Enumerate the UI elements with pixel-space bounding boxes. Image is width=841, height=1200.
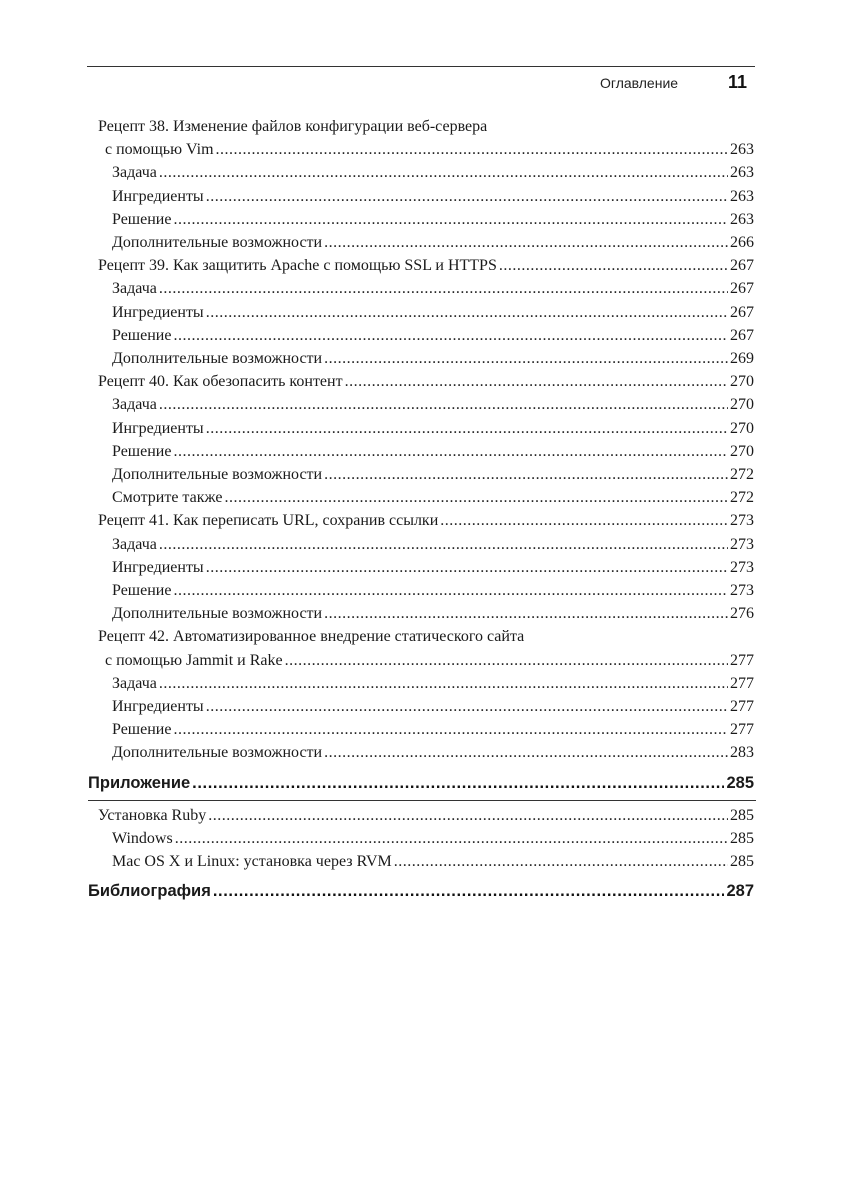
toc-subentry[interactable] [88, 324, 754, 347]
toc-subentry[interactable] [88, 393, 754, 416]
dot-leader [324, 602, 728, 625]
toc-chapter-title: Приложение [88, 773, 191, 792]
dot-leader [394, 850, 728, 873]
toc-subentry[interactable] [88, 301, 754, 324]
dot-leader [285, 649, 728, 672]
dot-leader [159, 533, 728, 556]
toc-entry-title: Задача [112, 280, 157, 298]
toc-page-number: 277 [730, 674, 754, 692]
toc-entry-recipe-38[interactable] [88, 138, 754, 161]
toc-page-number: 285 [730, 806, 754, 824]
toc-entry-title: Ингредиенты [112, 187, 204, 205]
toc-page-number: 285 [730, 829, 754, 847]
toc-subentry[interactable] [88, 208, 754, 231]
toc-subentry[interactable] [88, 533, 754, 556]
toc-page-number: 285 [726, 773, 754, 792]
toc-subentry[interactable] [88, 277, 754, 300]
dot-leader [192, 769, 724, 797]
dot-leader [173, 208, 728, 231]
dot-leader [159, 277, 728, 300]
toc-page-number: 287 [726, 882, 754, 901]
toc-entry-title: Дополнительные возможности [112, 234, 323, 252]
dot-leader [206, 695, 728, 718]
dot-leader [173, 579, 728, 602]
toc-page-number: 272 [730, 466, 754, 484]
toc-page-number: 267 [730, 303, 754, 321]
header-rule [87, 66, 755, 67]
dot-leader [175, 827, 728, 850]
table-of-contents [88, 115, 754, 905]
toc-subentry[interactable] [88, 347, 754, 370]
toc-entry-title: Рецепт 39. Как защитить Apache с помощью SSL и HTTPS [98, 257, 497, 275]
toc-subentry[interactable] [88, 827, 754, 850]
toc-page-number: 263 [730, 164, 754, 182]
toc-entry-recipe-38-title-line[interactable]: Рецепт 38. Изменение файлов конфигурации веб-сервера [98, 118, 488, 135]
toc-entry-title: Задача [112, 396, 157, 414]
toc-subentry[interactable] [88, 579, 754, 602]
toc-subentry[interactable] [88, 850, 754, 873]
toc-page-number: 263 [730, 141, 754, 159]
toc-entry-title: Решение [112, 442, 172, 460]
toc-page-number: 267 [730, 257, 754, 275]
toc-entry-title: с помощью Jammit и Rake [105, 651, 283, 669]
toc-page-number: 272 [730, 489, 754, 507]
dot-leader [206, 556, 728, 579]
toc-entry-recipe-42-title-line[interactable]: Рецепт 42. Автоматизированное внедрение статического сайта [98, 628, 525, 646]
toc-entry-title: Решение [112, 582, 172, 600]
toc-subentry[interactable] [88, 556, 754, 579]
toc-entry-title: Ингредиенты [112, 303, 204, 321]
toc-entry-recipe-40[interactable] [88, 370, 754, 393]
dot-leader [324, 231, 728, 254]
toc-page-number: 273 [730, 535, 754, 553]
dot-leader [324, 463, 728, 486]
toc-page-number: 266 [730, 234, 754, 252]
page-number: 11 [728, 72, 748, 92]
dot-leader [159, 672, 728, 695]
toc-chapter-bibliography[interactable] [88, 877, 754, 905]
toc-page-number: 270 [730, 419, 754, 437]
toc-entry-title: Решение [112, 210, 172, 228]
toc-page-number: 263 [730, 187, 754, 205]
chapter-divider [88, 800, 756, 801]
toc-entry-title: Дополнительные возможности [112, 605, 323, 623]
toc-entry-title: Рецепт 40. Как обезопасить контент [98, 373, 343, 391]
toc-entry-recipe-42[interactable] [88, 649, 754, 672]
dot-leader [345, 370, 728, 393]
toc-entry-title: с помощью Vim [105, 141, 214, 159]
dot-leader [206, 185, 728, 208]
toc-entry-title: Задача [112, 535, 157, 553]
toc-entry-title: Mac OS X и Linux: установка через RVM [112, 853, 392, 871]
toc-entry-title: Решение [112, 326, 172, 344]
dot-leader [440, 509, 728, 532]
toc-entry-install-ruby[interactable] [88, 804, 754, 827]
toc-entry-title: Дополнительные возможности [112, 350, 323, 368]
dot-leader [324, 347, 728, 370]
toc-entry-title: Дополнительные возможности [112, 744, 323, 762]
dot-leader [213, 877, 725, 905]
dot-leader [159, 393, 728, 416]
running-header-title: Оглавление [600, 75, 679, 91]
toc-page-number: 283 [730, 744, 754, 762]
toc-page-number: 273 [730, 582, 754, 600]
toc-subentry[interactable] [88, 672, 754, 695]
dot-leader [499, 254, 728, 277]
toc-entry-recipe-39[interactable] [88, 254, 754, 277]
toc-subentry[interactable] [88, 161, 754, 184]
dot-leader [324, 741, 728, 764]
toc-page-number: 270 [730, 396, 754, 414]
toc-entry-title: Установка Ruby [98, 806, 207, 824]
dot-leader [173, 718, 728, 741]
toc-subentry[interactable] [88, 718, 754, 741]
toc-page-number: 269 [730, 350, 754, 368]
dot-leader [216, 138, 728, 161]
toc-page-number: 270 [730, 373, 754, 391]
toc-entry-recipe-41[interactable] [88, 509, 754, 532]
toc-entry-title: Ингредиенты [112, 698, 204, 716]
toc-page-number: 273 [730, 558, 754, 576]
toc-page-number: 276 [730, 605, 754, 623]
toc-subentry[interactable] [88, 417, 754, 440]
dot-leader [173, 440, 728, 463]
toc-subentry[interactable] [88, 486, 754, 509]
dot-leader [206, 417, 728, 440]
toc-page-number: 285 [730, 853, 754, 871]
dot-leader [173, 324, 728, 347]
toc-subentry[interactable] [88, 695, 754, 718]
dot-leader [159, 161, 728, 184]
toc-entry-title: Дополнительные возможности [112, 466, 323, 484]
toc-entry-title: Windows [112, 829, 173, 847]
toc-subentry[interactable] [88, 741, 754, 764]
toc-subentry[interactable] [88, 185, 754, 208]
dot-leader [224, 486, 728, 509]
toc-entry-title: Решение [112, 721, 172, 739]
toc-page-number: 263 [730, 210, 754, 228]
toc-page-number: 277 [730, 651, 754, 669]
toc-page-number: 267 [730, 280, 754, 298]
toc-entry-title: Задача [112, 674, 157, 692]
dot-leader [208, 804, 728, 827]
toc-subentry[interactable] [88, 602, 754, 625]
toc-entry-title: Смотрите также [112, 489, 223, 507]
toc-subentry[interactable] [88, 440, 754, 463]
toc-chapter-title: Библиография [88, 882, 211, 901]
toc-entry-title: Задача [112, 164, 157, 182]
toc-subentry[interactable] [88, 463, 754, 486]
toc-entry-title: Ингредиенты [112, 419, 204, 437]
dot-leader [206, 301, 728, 324]
toc-page-number: 270 [730, 442, 754, 460]
toc-page-number: 267 [730, 326, 754, 344]
toc-subentry[interactable] [88, 231, 754, 254]
toc-entry-title: Ингредиенты [112, 558, 204, 576]
toc-page-number: 277 [730, 698, 754, 716]
toc-page-number: 273 [730, 512, 754, 530]
toc-entry-title: Рецепт 41. Как переписать URL, сохранив ссылки [98, 512, 439, 530]
toc-chapter-appendix[interactable] [88, 769, 754, 797]
toc-page-number: 277 [730, 721, 754, 739]
